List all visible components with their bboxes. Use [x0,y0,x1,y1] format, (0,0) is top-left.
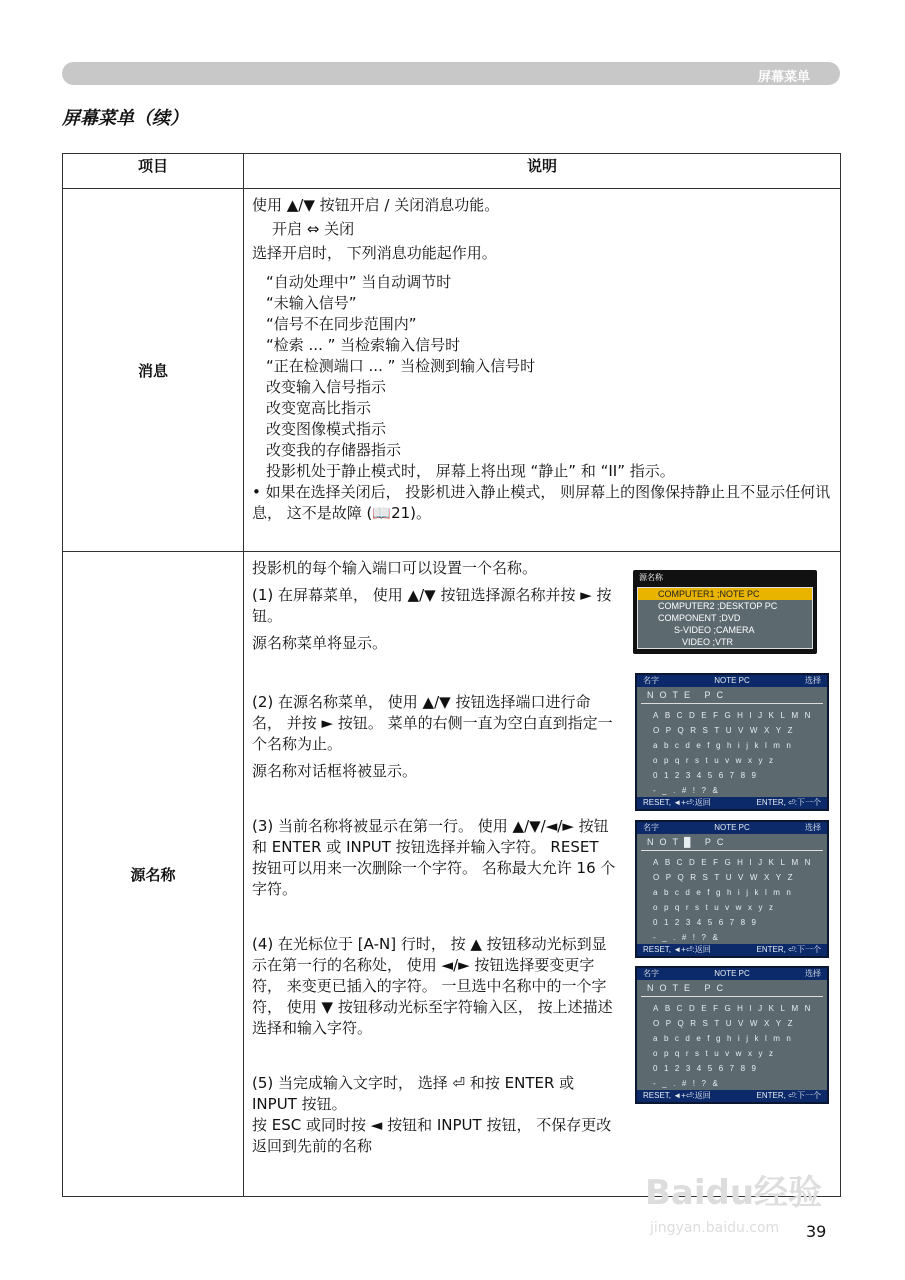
item-source-name: 源名称 [63,552,244,1197]
message-item: 改变宽高比指示 [266,399,372,417]
page-title: 屏幕菜单（续） [62,108,188,129]
text-line: 源名称菜单将显示。 [252,634,388,652]
text-line: 使用 ▲/▼ 按钮开启 / 关闭消息功能。 [252,196,500,214]
watermark-logo: Baidu经验 [645,1173,823,1213]
menu-title: 源名称 [639,573,663,582]
source-menu-item: S-VIDEO ;CAMERA [674,625,755,635]
source-menu-item: VIDEO ;VTR [682,637,734,647]
col-item-header: 项目 [63,154,244,189]
watermark-url: jingyan.baidu.com [650,1220,780,1236]
message-item: “未输入信号” [266,294,357,312]
step-5: (5) 当完成输入文字时， 选择 ⏎ 和按 ENTER 或 INPUT 按钮。 [252,1074,575,1113]
source-menu-item: COMPONENT ;DVD [658,613,741,623]
name-dialog-screenshot: 名字 NOTE PC 选择 NOTE PC ABCDEFGHIJKLMN OPQRSTUVWXYZ abcdefghijklmn opqrstuvwxyz 0123456789 -_.#!?& RESET, ◄+⏎:返回 ENTER, ⏎:下一个 [635,673,829,811]
message-item: “信号不在同步范围内” [266,315,417,333]
message-item: 改变图像模式指示 [266,420,387,438]
message-item: “检索 ... ” 当检索输入信号时 [266,336,461,354]
source-menu-item: COMPUTER1 ;NOTE PC [638,588,812,600]
text-line: 开启 ⇔ 关闭 [272,220,355,238]
text-line: 投影机的每个输入端口可以设置一个名称。 [252,559,538,577]
text-line: 源名称对话框将被显示。 [252,762,418,780]
section-header-bar [62,62,840,85]
item-message: 消息 [63,189,244,552]
message-item: “正在检测端口 ... ” 当检测到输入信号时 [266,357,536,375]
step-1: (1) 在屏幕菜单， 使用 ▲/▼ 按钮选择源名称并按 ► 按钮。 [252,586,612,625]
step-4: (4) 在光标位于 [A-N] 行时， 按 ▲ 按钮移动光标到显示在第一行的名称处， 使用 ◄/► 按钮选择要变更字符， 来变更已插入的字符。 一旦选中名称中的一个字符， 使用 ▼ 按钮移动光标至字符输入区， 按上述描述选择和输入字符。 [252,935,613,1037]
section-label: 屏幕菜单 [757,70,810,85]
message-description [244,189,841,552]
note: • 如果在选择关闭后， 投影机进入静止模式， 则屏幕上的图像保持静止且不显示任何讯息， 这不是故障 (📖21)。 [252,483,831,522]
message-list [252,272,832,482]
text-line: 选择开启时， 下列消息功能起作用。 [252,244,497,262]
page-number: 39 [806,1222,827,1241]
source-menu-item: COMPUTER2 ;DESKTOP PC [658,601,778,611]
name-dialog-screenshot: 名字 NOTE PC 选择 NOTE PC ABCDEFGHIJKLMN OPQRSTUVWXYZ abcdefghijklmn opqrstuvwxyz 0123456789 -_.#!?& RESET, ◄+⏎:返回 ENTER, ⏎:下一个 [635,966,829,1104]
text-line: 按 ESC 或同时按 ◄ 按钮和 INPUT 按钮， 不保存更改返回到先前的名称 [252,1116,612,1155]
step-3: (3) 当前名称将被显示在第一行。 使用 ▲/▼/◄/► 按钮和 ENTER 或 INPUT 按钮选择并输入字符。 RESET 按钮可以用来一次删除一个字符。 名称最大允许 16 个字符。 [252,817,616,898]
source-name-menu-screenshot [633,570,817,654]
name-dialog-screenshot: 名字 NOTE PC 选择 NOT█ PC ABCDEFGHIJKLMN OPQRSTUVWXYZ abcdefghijklmn opqrstuvwxyz 0123456789 -_.#!?& RESET, ◄+⏎:返回 ENTER, ⏎:下一个 [635,820,829,958]
message-item: “自动处理中” 当自动调节时 [266,273,452,291]
step-2: (2) 在源名称菜单， 使用 ▲/▼ 按钮选择端口进行命名， 并按 ► 按钮。 菜单的右侧一直为空白直到指定一个名称为止。 [252,693,613,753]
col-desc-header: 说明 [244,154,841,189]
message-item: 改变输入信号指示 [266,378,387,396]
message-item: 投影机处于静止模式时， 屏幕上将出现 “静止” 和 “II” 指示。 [266,462,675,480]
message-item: 改变我的存储器指示 [266,441,402,459]
